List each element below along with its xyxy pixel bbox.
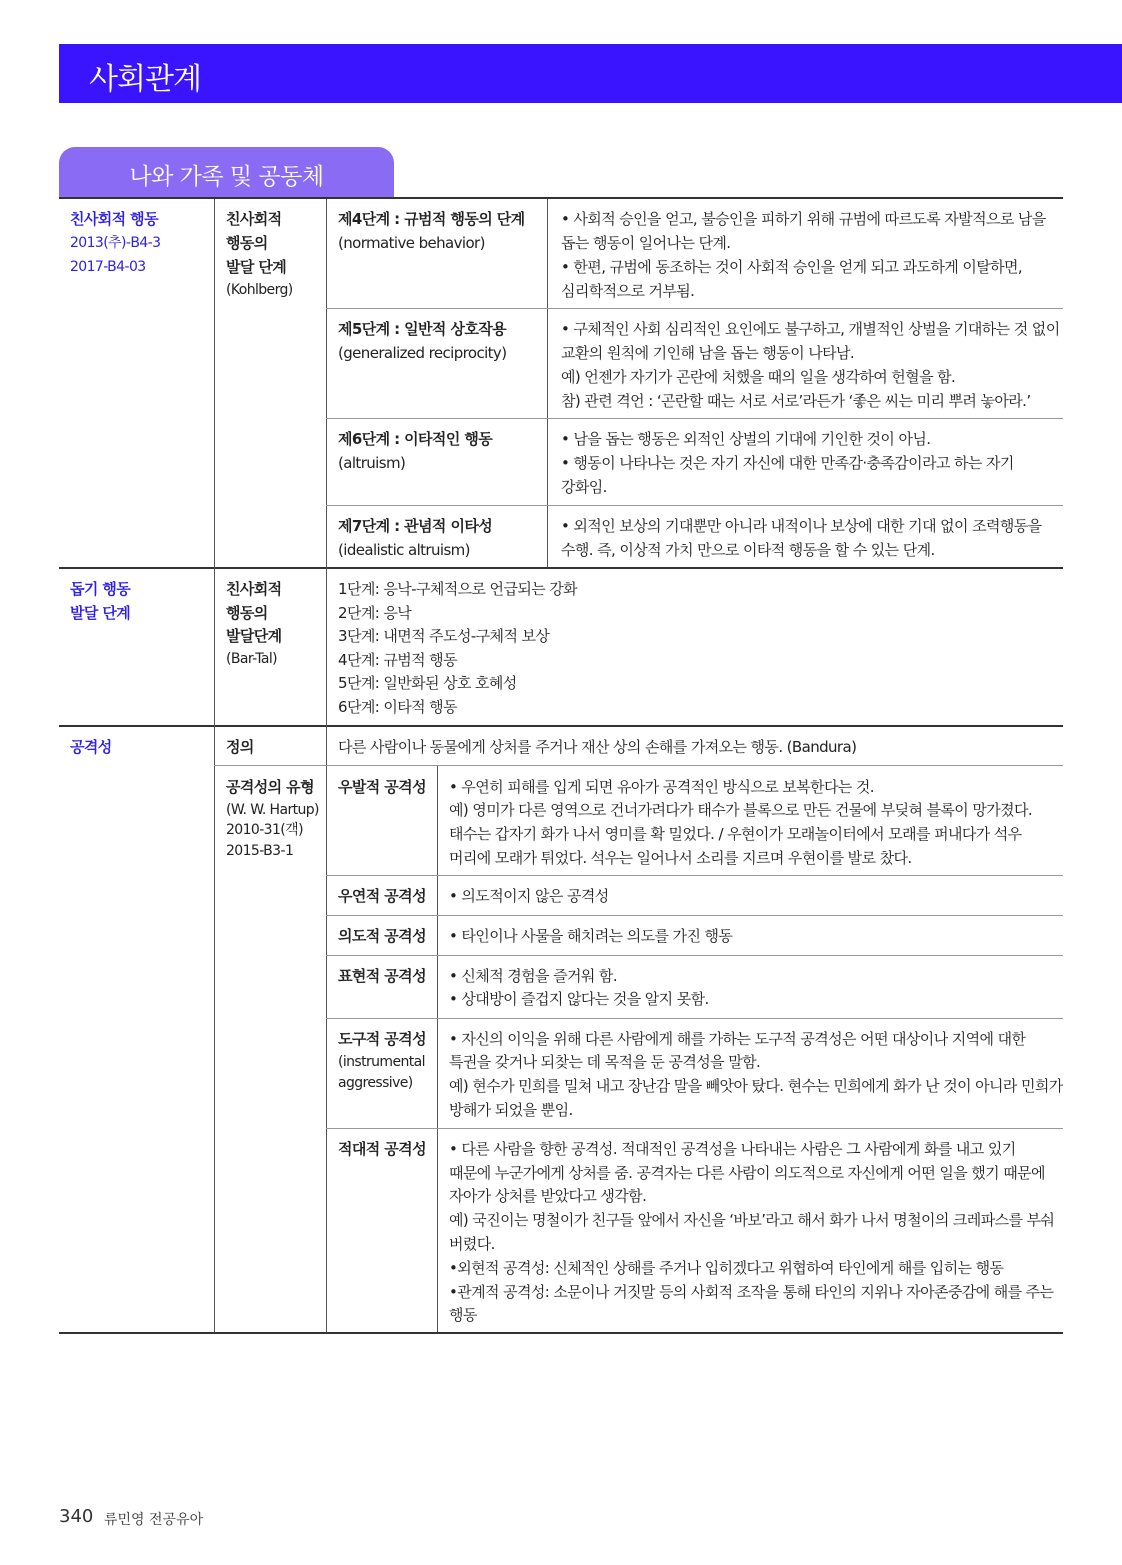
chapter-header <box>59 44 1122 103</box>
stage-title: 제4단계 : 규범적 행동의 단계 <box>338 210 525 228</box>
subtopic-line: 발달단계 <box>226 627 282 645</box>
aggression-desc-line: 예) 국진이는 명철이가 친구들 앞에서 자신을 ‘바보’라고 해서 화가 나서 명철이의 크레파스를 부숴 <box>449 1211 1055 1229</box>
page-number: 340 <box>59 1506 94 1527</box>
aggression-desc-line: 예) 영미가 다른 영역으로 건너가려다가 태수가 블록으로 만든 건물에 부딪혀 블록이 망가졌다. <box>449 801 1033 819</box>
stage-english: (idealistic altruism) <box>338 541 470 559</box>
row-divider <box>326 505 1063 506</box>
topic-aggression: 공격성 <box>70 738 112 756</box>
row-divider <box>59 725 1063 727</box>
list-item: 4단계: 규범적 행동 <box>338 651 457 669</box>
definition-label: 정의 <box>226 738 254 756</box>
types-ref: 2010-31(객) <box>226 822 303 838</box>
stage-desc-line: 수행. 즉, 이상적 가치 만으로 이타적 행동을 할 수 있는 단계. <box>561 541 935 559</box>
stage-desc-line: 예) 언젠가 자기가 곤란에 처했을 때의 일을 생각하여 헌혈을 함. <box>561 368 956 386</box>
row-divider <box>59 567 1063 569</box>
row-divider <box>326 875 1063 876</box>
subtopic-line: 발달 단계 <box>226 258 287 276</box>
list-item: 5단계: 일반화된 상호 호혜성 <box>338 674 517 692</box>
row-divider <box>326 955 1063 956</box>
section-tab <box>59 147 394 198</box>
stage-desc-line: • 한편, 규범에 동조하는 것이 사회적 승인을 얻게 되고 과도하게 이탈하면, <box>561 258 1023 276</box>
list-item: 2단계: 응낙 <box>338 604 412 622</box>
row-divider <box>326 915 1063 916</box>
aggression-desc-line: • 의도적이지 않은 공격성 <box>449 887 609 905</box>
aggression-desc-line: 때문에 누군가에게 상처를 줌. 공격자는 다른 사람이 의도적으로 자신에게 어떤 일을 했기 때문에 <box>449 1164 1045 1182</box>
row-divider <box>326 1128 1063 1129</box>
row-divider <box>326 308 1063 309</box>
aggression-desc-line: 버렸다. <box>449 1235 495 1253</box>
subtopic-line: 친사회적 <box>226 580 282 598</box>
list-item: 6단계: 이타적 행동 <box>338 698 457 716</box>
aggression-desc-line: • 우연히 피해를 입게 되면 유아가 공격적인 방식으로 보복한다는 것. <box>449 778 874 796</box>
stage-desc-line: 참) 관련 격언 : ‘곤란할 때는 서로 서로’라든가 ‘좋은 씨는 미리 뿌려 놓아라.’ <box>561 392 1031 410</box>
aggression-desc-line: • 타인이나 사물을 해치려는 의도를 가진 행동 <box>449 927 733 945</box>
aggression-type-name: 우발적 공격성 <box>338 778 426 796</box>
subtopic-line: 친사회적 <box>226 210 282 228</box>
definition-text: 다른 사람이나 동물에게 상처를 주거나 재산 상의 손해를 가져오는 행동. (Bandura) <box>338 738 857 756</box>
column-divider <box>547 199 548 567</box>
stage-title: 제5단계 : 일반적 상호작용 <box>338 320 507 338</box>
row-divider <box>214 765 1063 766</box>
stage-desc-line: • 남을 돕는 행동은 외적인 상벌의 기대에 기인한 것이 아님. <box>561 430 931 448</box>
section-tab-label: 나와 가족 및 공동체 <box>129 164 324 190</box>
theorist: (Bar-Tal) <box>226 651 278 667</box>
subtopic-line: 행동의 <box>226 604 268 622</box>
aggression-desc-line: • 다른 사람을 향한 공격성. 적대적인 공격성을 나타내는 사람은 그 사람에게 화를 내고 있기 <box>449 1140 1016 1158</box>
aggression-desc-line: • 상대방이 즐겁지 않다는 것을 알지 못함. <box>449 990 709 1008</box>
aggression-type-english: (instrumental <box>338 1054 425 1070</box>
table-bottom-rule <box>59 1332 1063 1334</box>
stage-desc-line: 교환의 원칙에 기인해 남을 돕는 행동이 나타남. <box>561 344 855 362</box>
aggression-type-english: aggressive) <box>338 1075 413 1091</box>
aggression-type-name: 표현적 공격성 <box>338 967 426 985</box>
stage-desc-line: 심리학적으로 거부됨. <box>561 282 695 300</box>
stage-english: (altruism) <box>338 454 406 472</box>
aggression-desc-line: •관계적 공격성: 소문이나 거짓말 등의 사회적 조작을 통해 타인의 지위나 자아존중감에 해를 주는 <box>449 1283 1054 1301</box>
aggression-type-name: 도구적 공격성 <box>338 1030 426 1048</box>
aggression-desc-line: 태수는 갑자기 화가 나서 영미를 확 밀었다. / 우현이가 모래놀이터에서 모래를 퍼내다가 석우 <box>449 825 1022 843</box>
aggression-type-name: 우연적 공격성 <box>338 887 426 905</box>
chapter-title: 사회관계 <box>89 62 201 97</box>
stage-title: 제6단계 : 이타적인 행동 <box>338 430 493 448</box>
column-divider <box>437 766 438 1332</box>
stage-english: (normative behavior) <box>338 234 485 252</box>
stage-title: 제7단계 : 관념적 이타성 <box>338 517 493 535</box>
exam-ref: 2017-B4-03 <box>70 259 146 275</box>
stage-desc-line: • 외적인 보상의 기대뿐만 아니라 내적이나 보상에 대한 기대 없이 조력행동을 <box>561 517 1042 535</box>
types-ref: (W. W. Hartup) <box>226 802 319 818</box>
stage-desc-line: • 사회적 승인을 얻고, 불승인을 피하기 위해 규범에 따르도록 자발적으로 남을 <box>561 210 1046 228</box>
aggression-desc-line: • 자신의 이익을 위해 다른 사람에게 해를 가하는 도구적 공격성은 어떤 대상이나 지역에 대한 <box>449 1030 1026 1048</box>
aggression-desc-line: 자아가 상처를 받았다고 생각함. <box>449 1187 647 1205</box>
table-top-rule <box>59 197 1063 199</box>
list-item: 3단계: 내면적 주도성-구체적 보상 <box>338 627 550 645</box>
aggression-desc-line: 특권을 갖거나 되찾는 데 목적을 둔 공격성을 말함. <box>449 1053 761 1071</box>
list-item: 1단계: 응낙-구체적으로 언급되는 강화 <box>338 580 578 598</box>
stage-desc-line: • 행동이 나타나는 것은 자기 자신에 대한 만족감·충족감이라고 하는 자기 <box>561 454 1014 472</box>
aggression-desc-line: • 신체적 경험을 즐거워 함. <box>449 967 617 985</box>
topic-helping: 돕기 행동 <box>70 580 131 598</box>
types-ref: 2015-B3-1 <box>226 843 294 859</box>
book-title: 류민영 전공유아 <box>104 1512 204 1528</box>
aggression-desc-line: 예) 현수가 민희를 밀쳐 내고 장난감 말을 빼앗아 탔다. 현수는 민희에게 화가 난 것이 아니라 민희가 <box>449 1077 1063 1095</box>
subtopic-line: 행동의 <box>226 234 268 252</box>
aggression-type-name: 적대적 공격성 <box>338 1140 426 1158</box>
exam-ref: 2013(추)-B4-3 <box>70 235 161 251</box>
theorist: (Kohlberg) <box>226 282 293 298</box>
aggression-desc-line: 행동 <box>449 1306 477 1324</box>
stage-english: (generalized reciprocity) <box>338 344 507 362</box>
aggression-desc-line: •외현적 공격성: 신체적인 상해를 주거나 입히겠다고 위협하여 타인에게 해를 입히는 행동 <box>449 1259 1004 1277</box>
types-label: 공격성의 유형 <box>226 778 314 796</box>
row-divider <box>326 418 1063 419</box>
aggression-type-name: 의도적 공격성 <box>338 927 426 945</box>
stage-desc-line: 강화임. <box>561 478 607 496</box>
aggression-desc-line: 방해가 되었을 뿐임. <box>449 1101 573 1119</box>
row-divider <box>326 1018 1063 1019</box>
topic-helping: 발달 단계 <box>70 604 131 622</box>
stage-desc-line: • 구체적인 사회 심리적인 요인에도 불구하고, 개별적인 상벌을 기대하는 것 없이 <box>561 320 1060 338</box>
aggression-desc-line: 머리에 모래가 튀었다. 석우는 일어나서 소리를 지르며 우현이를 발로 찼다. <box>449 849 912 867</box>
topic-prosocial: 친사회적 행동 <box>70 210 158 228</box>
stage-desc-line: 돕는 행동이 일어나는 단계. <box>561 234 731 252</box>
